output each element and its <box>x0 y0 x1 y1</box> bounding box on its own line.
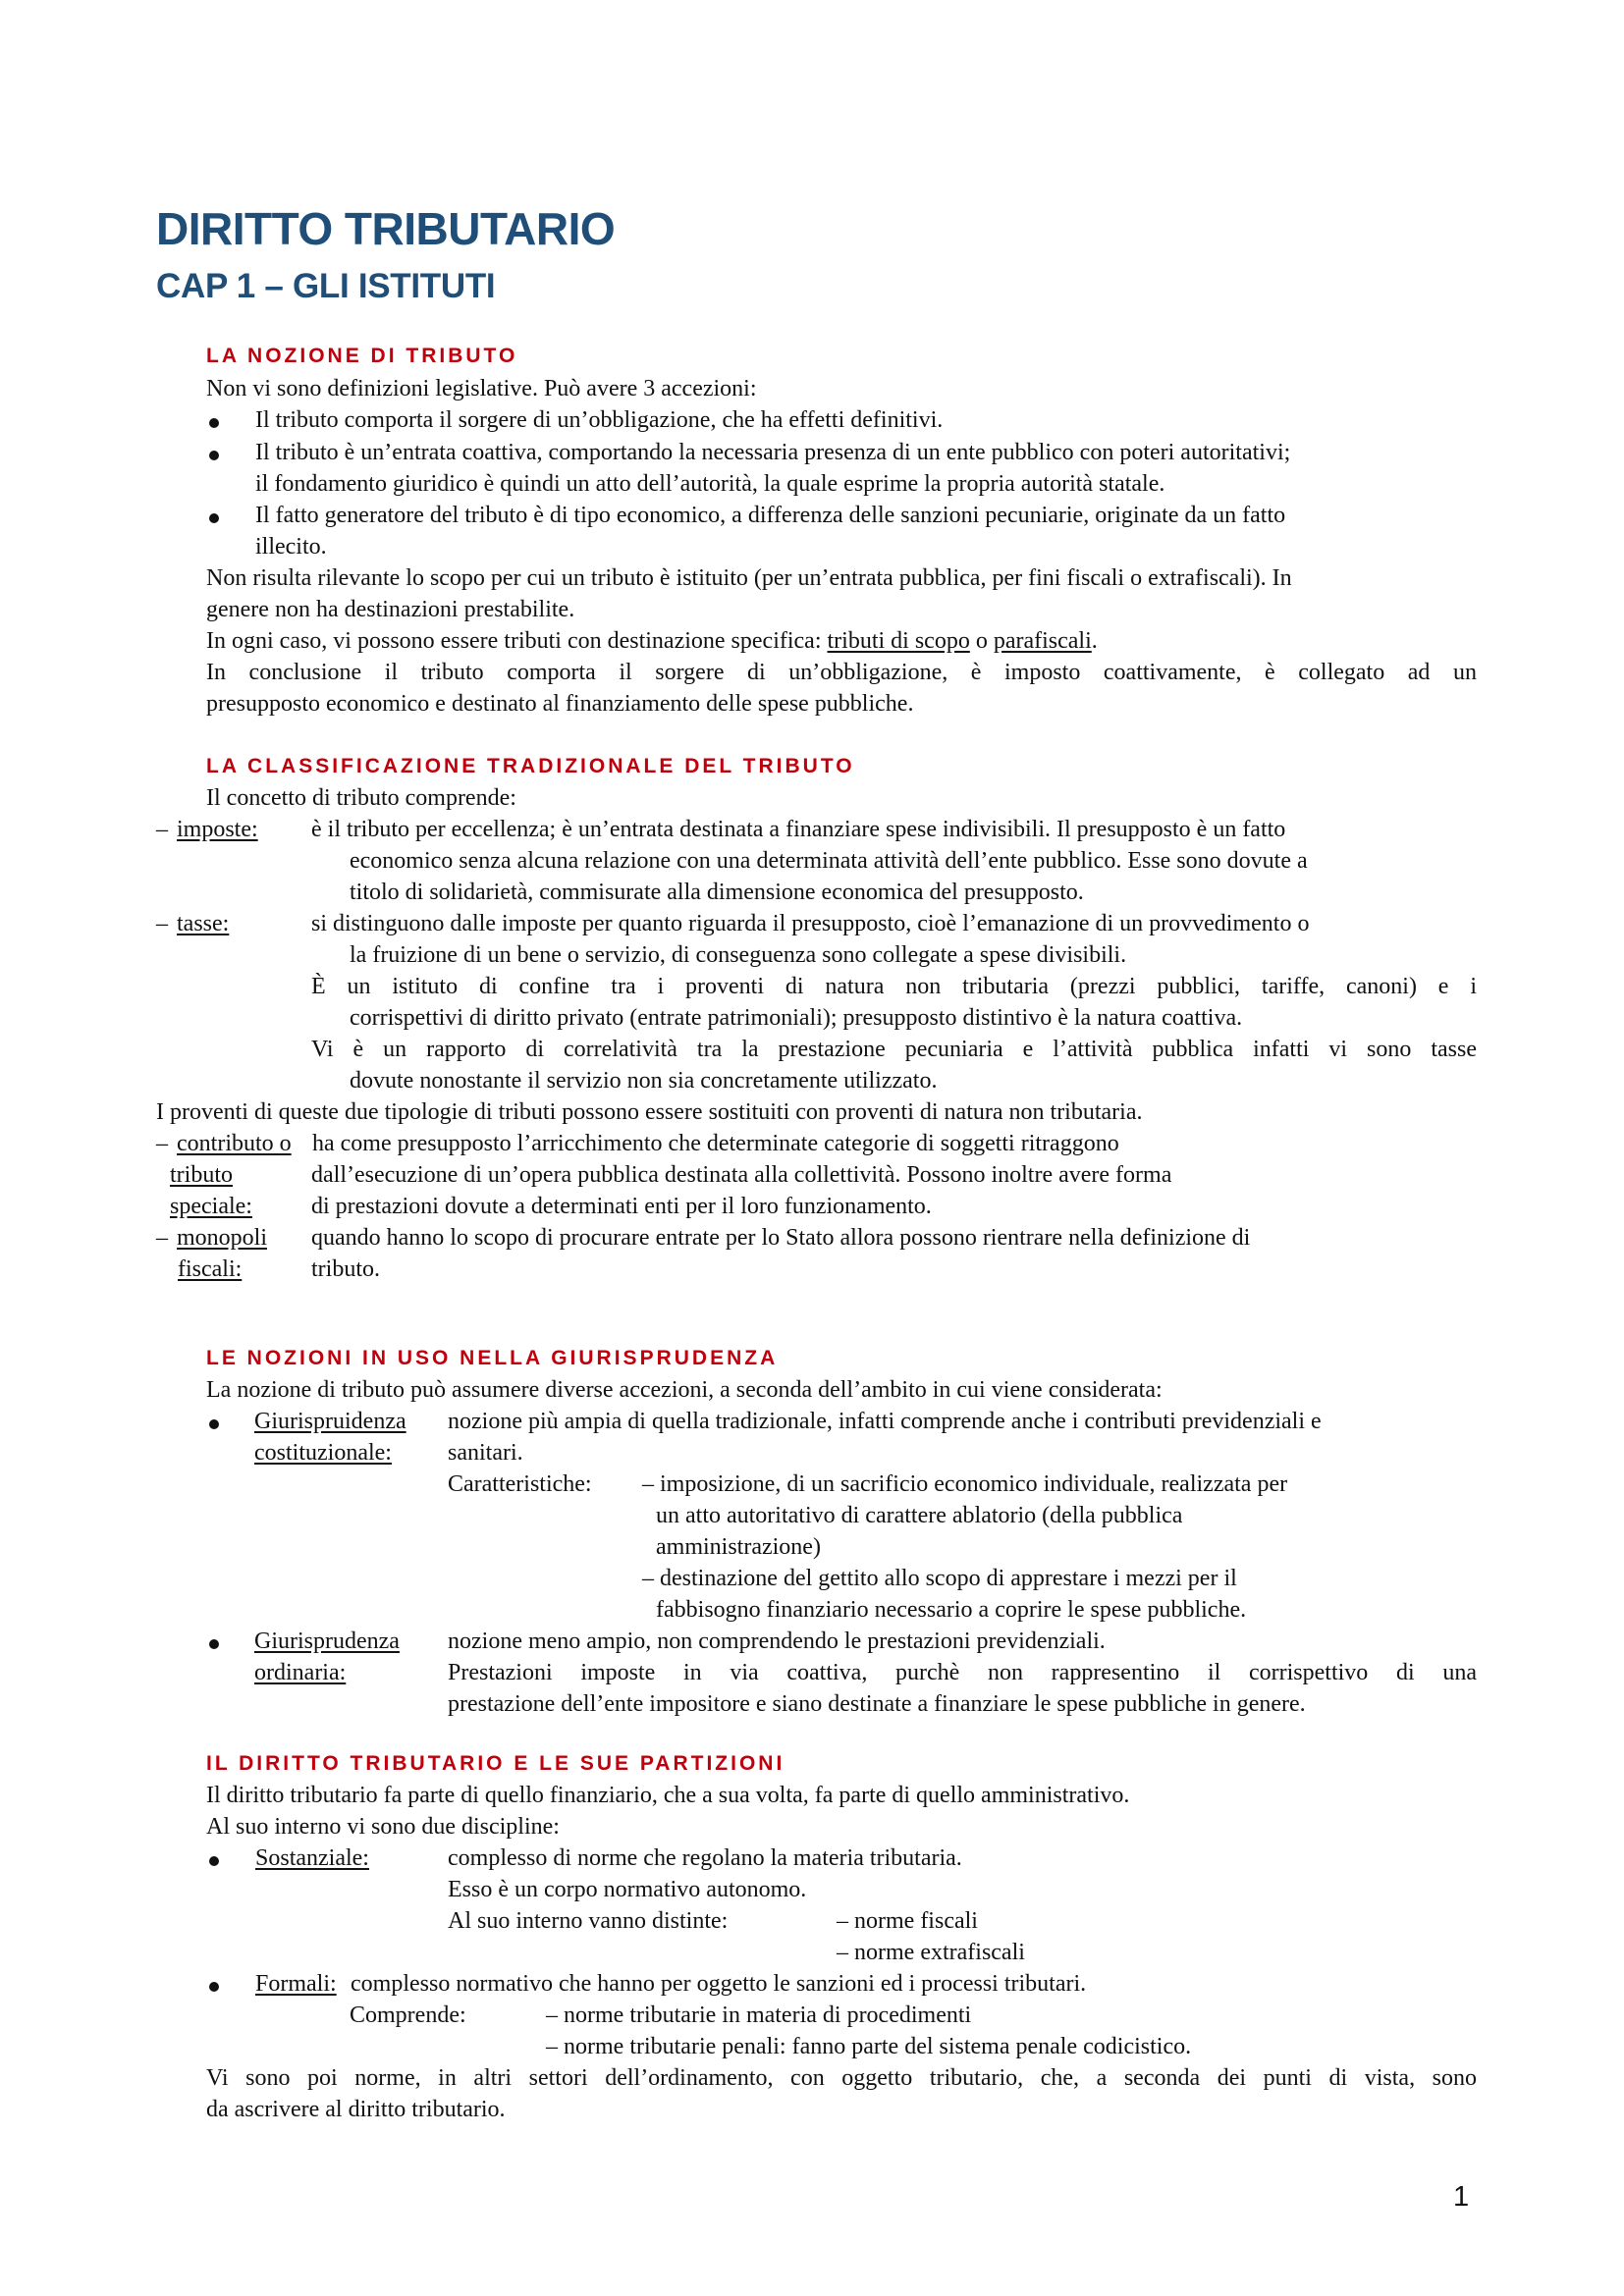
sost-norme-fiscali: – norme fiscali <box>837 1908 978 1934</box>
car-line-3: amministrazione) <box>656 1534 821 1560</box>
dash: – <box>156 817 168 842</box>
car-line-1: – imposizione, di un sacrificio economico individuale, realizzata per <box>642 1471 1288 1497</box>
chapter-title: CAP 1 – GLI ISTITUTI <box>156 267 496 305</box>
section-heading-giurisprudenza: LE NOZIONI IN USO NELLA GIURISPRUDENZA <box>206 1347 779 1369</box>
term-formali: Formali: <box>255 1971 337 1997</box>
imposte-line-1: è il tributo per eccellenza; è un’entrata destinata a finanziare spese indivisibili. Il presupposto è un fatto <box>311 817 1286 842</box>
dash: – <box>156 1225 168 1251</box>
bullet <box>209 418 219 428</box>
s3-intro: La nozione di tributo può assumere diverse accezioni, a seconda dell’ambito in cui viene considerata: <box>206 1377 1163 1403</box>
go-line-3: prestazione dell’ente impositore e siano destinate a finanziare le spese pubbliche in genere. <box>448 1691 1306 1717</box>
term-monopoli: monopoli <box>177 1225 268 1251</box>
term-sostanziale: Sostanziale: <box>255 1845 369 1871</box>
term-tributi-di-scopo: tributi di scopo <box>827 628 970 654</box>
term-giurisprudenza-ordinaria-2: ordinaria: <box>254 1660 347 1685</box>
term-parafiscali: parafiscali <box>993 628 1092 654</box>
tasse-line-3: È un istituto di confine tra i proventi di natura non tributaria (prezzi pubblici, tariffe, canoni) e i <box>311 974 1477 999</box>
dash: – <box>156 911 168 936</box>
term-giurisprudenza-ordinaria-1: Giurisprudenza <box>254 1629 400 1654</box>
gc-line-2: sanitari. <box>448 1440 523 1466</box>
term-giurisprudenza-costituzionale-1: Giurispruidenza <box>254 1409 406 1434</box>
s4-para-2: Al suo interno vi sono due discipline: <box>206 1814 560 1840</box>
page-number: 1 <box>1453 2181 1470 2213</box>
car-line-4: – destinazione del gettito allo scopo di apprestare i mezzi per il <box>642 1566 1237 1591</box>
dash: – <box>156 1131 168 1156</box>
s1-bullet-2-line-1: Il tributo è un’entrata coattiva, comportando la necessaria presenza di un ente pubblico con poteri autoritativi; <box>255 440 1291 465</box>
car-line-2: un atto autoritativo di carattere ablatorio (della pubblica <box>656 1503 1183 1528</box>
bullet <box>209 1856 219 1866</box>
monopoli-line-2: tributo. <box>311 1256 380 1282</box>
section-heading-partizioni: IL DIRITTO TRIBUTARIO E LE SUE PARTIZIONI <box>206 1752 785 1775</box>
tasse-line-4: corrispettivi di diritto privato (entrate patrimoniali); presupposto distintivo è la natura coattiva. <box>350 1005 1243 1031</box>
bullet <box>209 513 219 523</box>
s2-proventi: I proventi di queste due tipologie di tributi possono essere sostituiti con proventi di natura non tributaria. <box>156 1099 1143 1125</box>
s4-para-3-line-2: da ascrivere al diritto tributario. <box>206 2097 506 2122</box>
s1-bullet-3-line-2: illecito. <box>255 534 327 560</box>
tasse-line-2: la fruizione di un bene o servizio, di conseguenza sono collegate a spese divisibili. <box>350 942 1127 968</box>
s1-para-2-text: o <box>969 628 994 654</box>
term-speciale: speciale: <box>170 1194 252 1219</box>
sost-norme-extrafiscali: – norme extrafiscali <box>837 1940 1025 1965</box>
tasse-line-1: si distinguono dalle imposte per quanto riguarda il presupposto, cioè l’emanazione di un provvedimento o <box>311 911 1310 936</box>
s1-para-3-line-1: In conclusione il tributo comporta il sorgere di un’obbligazione, è imposto coattivamente, è collegato ad un <box>206 660 1477 685</box>
s1-para-2-text: In ogni caso, vi possono essere tributi con destinazione specifica: <box>206 628 828 654</box>
go-line-1: nozione meno ampio, non comprendendo le prestazioni previdenziali. <box>448 1629 1106 1654</box>
car-line-5: fabbisogno finanziario necessario a coprire le spese pubbliche. <box>656 1597 1247 1623</box>
sost-line-3: Al suo interno vanno distinte: <box>448 1908 729 1934</box>
term-tributo: tributo <box>170 1162 233 1188</box>
s1-para-3-line-2: presupposto economico e destinato al finanziamento delle spese pubbliche. <box>206 691 914 717</box>
document-title: DIRITTO TRIBUTARIO <box>156 203 616 254</box>
tasse-line-6: dovute nonostante il servizio non sia concretamente utilizzato. <box>350 1068 938 1094</box>
contributo-line-1: ha come presupposto l’arricchimento che determinate categorie di soggetti ritraggono <box>312 1131 1119 1156</box>
bullet <box>209 1639 219 1649</box>
s1-bullet-1: Il tributo comporta il sorgere di un’obbligazione, che ha effetti definitivi. <box>255 407 944 433</box>
bullet <box>209 451 219 460</box>
tasse-line-5: Vi è un rapporto di correlatività tra la prestazione pecuniaria e l’attività pubblica infatti vi sono tasse <box>311 1037 1477 1062</box>
gc-line-1: nozione più ampia di quella tradizionale, infatti comprende anche i contributi previdenziali e <box>448 1409 1322 1434</box>
section-heading-nozione: LA NOZIONE DI TRIBUTO <box>206 345 518 367</box>
contributo-line-2: dall’esecuzione di un’opera pubblica destinata alla collettività. Possono inoltre avere forma <box>311 1162 1172 1188</box>
bullet <box>209 1419 219 1429</box>
comp-line-2: – norme tributarie penali: fanno parte del sistema penale codicistico. <box>546 2034 1192 2059</box>
imposte-line-2: economico senza alcuna relazione con una determinata attività dell’ente pubblico. Esse sono dovute a <box>350 848 1308 874</box>
caratteristiche-label: Caratteristiche: <box>448 1471 592 1497</box>
term-fiscali: fiscali: <box>178 1256 243 1282</box>
s1-para-2-text: . <box>1091 628 1098 654</box>
imposte-line-3: titolo di solidarietà, commisurate alla dimensione economica del presupposto. <box>350 880 1084 905</box>
s1-bullet-2-line-2: il fondamento giuridico è quindi un atto dell’autorità, la quale esprime la propria autorità statale. <box>255 471 1165 497</box>
sost-line-1: complesso di norme che regolano la materia tributaria. <box>448 1845 962 1871</box>
s4-para-1: Il diritto tributario fa parte di quello finanziario, che a sua volta, fa parte di quello amministrativo. <box>206 1783 1130 1808</box>
s2-intro: Il concetto di tributo comprende: <box>206 785 516 811</box>
term-tasse: tasse: <box>177 911 230 936</box>
comprende-label: Comprende: <box>350 2002 466 2028</box>
term-giurisprudenza-costituzionale-2: costituzionale: <box>254 1440 392 1466</box>
contributo-line-3: di prestazioni dovute a determinati enti per il loro funzionamento. <box>311 1194 932 1219</box>
term-imposte: imposte: <box>177 817 258 842</box>
s1-para-1-line-2: genere non ha destinazioni prestabilite. <box>206 597 575 622</box>
s1-para-1-line-1: Non risulta rilevante lo scopo per cui un tributo è istituito (per un’entrata pubblica, per fini fiscali o extrafiscali). In <box>206 565 1292 591</box>
s1-intro: Non vi sono definizioni legislative. Può avere 3 accezioni: <box>206 376 757 401</box>
go-line-2: Prestazioni imposte in via coattiva, purchè non rappresentino il corrispettivo di una <box>448 1660 1477 1685</box>
sost-line-2: Esso è un corpo normativo autonomo. <box>448 1877 807 1902</box>
term-contributo: contributo o <box>177 1131 292 1156</box>
comp-line-1: – norme tributarie in materia di procedimenti <box>546 2002 972 2028</box>
s1-para-2 <box>206 625 1098 657</box>
form-line-1: complesso normativo che hanno per oggetto le sanzioni ed i processi tributari. <box>351 1971 1087 1997</box>
bullet <box>209 1982 219 1992</box>
monopoli-line-1: quando hanno lo scopo di procurare entrate per lo Stato allora possono rientrare nella definizione di <box>311 1225 1251 1251</box>
s1-bullet-3-line-1: Il fatto generatore del tributo è di tipo economico, a differenza delle sanzioni pecuniarie, originate da un fatto <box>255 503 1286 528</box>
s4-para-3-line-1: Vi sono poi norme, in altri settori dell’ordinamento, con oggetto tributario, che, a seconda dei punti di vista, sono <box>206 2065 1477 2091</box>
section-heading-classificazione: LA CLASSIFICAZIONE TRADIZIONALE DEL TRIBUTO <box>206 755 855 777</box>
